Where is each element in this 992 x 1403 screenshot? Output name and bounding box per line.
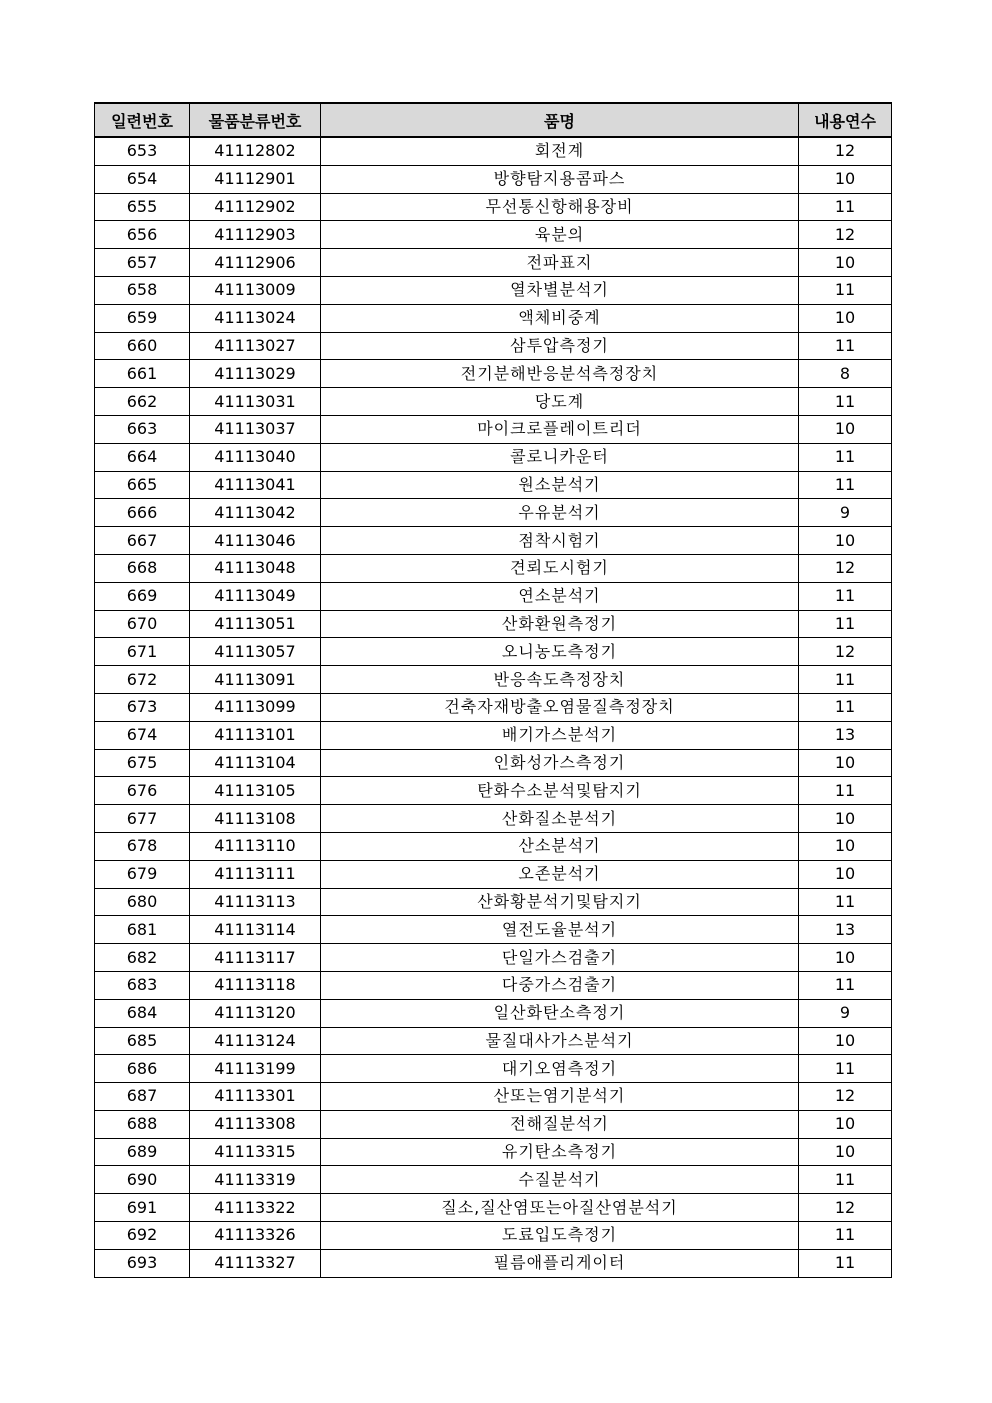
useful-life-cell: 10 — [799, 1138, 892, 1166]
useful-life-cell: 10 — [799, 527, 892, 555]
item-name-cell: 산소분석기 — [321, 832, 799, 860]
table-row — [95, 443, 892, 471]
item-name-cell: 견뢰도시험기 — [321, 554, 799, 582]
useful-life-cell: 12 — [799, 137, 892, 165]
classification-number-cell: 41113029 — [190, 360, 321, 388]
item-name-cell: 전해질분석기 — [321, 1110, 799, 1138]
header-serial-number: 일련번호 — [95, 103, 190, 137]
classification-number-cell: 41113118 — [190, 971, 321, 999]
classification-number-cell: 41113199 — [190, 1055, 321, 1083]
item-name-cell: 점착시험기 — [321, 527, 799, 555]
table-row — [95, 1194, 892, 1222]
table-row — [95, 1027, 892, 1055]
classification-number-cell: 41113040 — [190, 443, 321, 471]
useful-life-cell: 12 — [799, 1194, 892, 1222]
useful-life-cell: 11 — [799, 471, 892, 499]
useful-life-cell: 8 — [799, 360, 892, 388]
serial-number-cell: 654 — [95, 165, 190, 193]
header-row — [95, 103, 892, 137]
serial-number-cell: 692 — [95, 1222, 190, 1250]
useful-life-cell: 11 — [799, 777, 892, 805]
table-row — [95, 805, 892, 833]
item-name-cell: 산또는염기분석기 — [321, 1083, 799, 1111]
table-row — [95, 388, 892, 416]
serial-number-cell: 673 — [95, 693, 190, 721]
table-row — [95, 415, 892, 443]
table-row — [95, 971, 892, 999]
serial-number-cell: 653 — [95, 137, 190, 165]
table-row — [95, 527, 892, 555]
table-row — [95, 693, 892, 721]
item-name-cell: 육분의 — [321, 221, 799, 249]
classification-number-cell: 41113009 — [190, 276, 321, 304]
serial-number-cell: 675 — [95, 749, 190, 777]
classification-number-cell: 41113104 — [190, 749, 321, 777]
useful-life-cell: 11 — [799, 1249, 892, 1277]
serial-number-cell: 670 — [95, 610, 190, 638]
table-row — [95, 332, 892, 360]
item-name-cell: 필름애플리게이터 — [321, 1249, 799, 1277]
useful-life-cell: 11 — [799, 1055, 892, 1083]
useful-life-cell: 12 — [799, 638, 892, 666]
serial-number-cell: 671 — [95, 638, 190, 666]
serial-number-cell: 655 — [95, 193, 190, 221]
item-name-cell: 오니농도측정기 — [321, 638, 799, 666]
table-row — [95, 916, 892, 944]
useful-life-cell: 11 — [799, 693, 892, 721]
serial-number-cell: 691 — [95, 1194, 190, 1222]
serial-number-cell: 687 — [95, 1083, 190, 1111]
item-name-cell: 연소분석기 — [321, 582, 799, 610]
serial-number-cell: 690 — [95, 1166, 190, 1194]
classification-number-cell: 41112901 — [190, 165, 321, 193]
item-name-cell: 단일가스검출기 — [321, 944, 799, 972]
classification-number-cell: 41113108 — [190, 805, 321, 833]
classification-number-cell: 41113091 — [190, 666, 321, 694]
table-row — [95, 888, 892, 916]
useful-life-cell: 11 — [799, 610, 892, 638]
classification-number-cell: 41113105 — [190, 777, 321, 805]
item-name-cell: 마이크로플레이트리더 — [321, 415, 799, 443]
table-row — [95, 860, 892, 888]
table-row — [95, 360, 892, 388]
table-row — [95, 666, 892, 694]
classification-number-cell: 41112902 — [190, 193, 321, 221]
serial-number-cell: 664 — [95, 443, 190, 471]
header-useful-life-years: 내용연수 — [799, 103, 892, 137]
serial-number-cell: 686 — [95, 1055, 190, 1083]
classification-number-cell: 41113042 — [190, 499, 321, 527]
item-name-cell: 산화질소분석기 — [321, 805, 799, 833]
useful-life-cell: 10 — [799, 832, 892, 860]
useful-life-cell: 9 — [799, 999, 892, 1027]
header-item-name: 품명 — [321, 103, 799, 137]
classification-number-cell: 41113048 — [190, 554, 321, 582]
serial-number-cell: 688 — [95, 1110, 190, 1138]
serial-number-cell: 676 — [95, 777, 190, 805]
table-row — [95, 777, 892, 805]
classification-number-cell: 41113301 — [190, 1083, 321, 1111]
classification-number-cell: 41113113 — [190, 888, 321, 916]
table-row — [95, 137, 892, 165]
useful-life-cell: 13 — [799, 916, 892, 944]
serial-number-cell: 659 — [95, 304, 190, 332]
item-name-cell: 무선통신항해용장비 — [321, 193, 799, 221]
classification-number-cell: 41113099 — [190, 693, 321, 721]
item-name-cell: 원소분석기 — [321, 471, 799, 499]
table-row — [95, 999, 892, 1027]
table-row — [95, 1249, 892, 1277]
classification-number-cell: 41112903 — [190, 221, 321, 249]
serial-number-cell: 656 — [95, 221, 190, 249]
serial-number-cell: 674 — [95, 721, 190, 749]
serial-number-cell: 681 — [95, 916, 190, 944]
serial-number-cell: 693 — [95, 1249, 190, 1277]
table-row — [95, 944, 892, 972]
useful-life-cell: 11 — [799, 1166, 892, 1194]
serial-number-cell: 665 — [95, 471, 190, 499]
serial-number-cell: 658 — [95, 276, 190, 304]
classification-number-cell: 41113049 — [190, 582, 321, 610]
header-item-classification-number: 물품분류번호 — [190, 103, 321, 137]
item-name-cell: 일산화탄소측정기 — [321, 999, 799, 1027]
classification-number-cell: 41113041 — [190, 471, 321, 499]
useful-life-cell: 13 — [799, 721, 892, 749]
useful-life-cell: 11 — [799, 276, 892, 304]
useful-life-cell: 10 — [799, 304, 892, 332]
serial-number-cell: 672 — [95, 666, 190, 694]
table-row — [95, 554, 892, 582]
serial-number-cell: 685 — [95, 1027, 190, 1055]
classification-number-cell: 41112906 — [190, 249, 321, 277]
item-name-cell: 유기탄소측정기 — [321, 1138, 799, 1166]
useful-life-cell: 11 — [799, 388, 892, 416]
table-row — [95, 582, 892, 610]
useful-life-cell: 10 — [799, 1110, 892, 1138]
classification-number-cell: 41113322 — [190, 1194, 321, 1222]
useful-life-cell: 10 — [799, 749, 892, 777]
useful-life-cell: 11 — [799, 1222, 892, 1250]
serial-number-cell: 677 — [95, 805, 190, 833]
useful-life-cell: 12 — [799, 1083, 892, 1111]
serial-number-cell: 689 — [95, 1138, 190, 1166]
item-name-cell: 대기오염측정기 — [321, 1055, 799, 1083]
item-name-cell: 열전도율분석기 — [321, 916, 799, 944]
classification-number-cell: 41113024 — [190, 304, 321, 332]
item-name-cell: 다중가스검출기 — [321, 971, 799, 999]
classification-number-cell: 41113027 — [190, 332, 321, 360]
useful-life-cell: 11 — [799, 443, 892, 471]
item-name-cell: 당도계 — [321, 388, 799, 416]
table-row — [95, 276, 892, 304]
item-name-cell: 인화성가스측정기 — [321, 749, 799, 777]
table-row — [95, 165, 892, 193]
classification-number-cell: 41113057 — [190, 638, 321, 666]
table-row — [95, 221, 892, 249]
serial-number-cell: 660 — [95, 332, 190, 360]
classification-number-cell: 41113327 — [190, 1249, 321, 1277]
item-name-cell: 삼투압측정기 — [321, 332, 799, 360]
item-name-cell: 반응속도측정장치 — [321, 666, 799, 694]
item-name-cell: 콜로니카운터 — [321, 443, 799, 471]
table-row — [95, 1110, 892, 1138]
useful-life-cell: 11 — [799, 888, 892, 916]
useful-life-cell: 11 — [799, 582, 892, 610]
table-row — [95, 638, 892, 666]
table-row — [95, 471, 892, 499]
item-name-cell: 방향탐지용콤파스 — [321, 165, 799, 193]
serial-number-cell: 678 — [95, 832, 190, 860]
serial-number-cell: 684 — [95, 999, 190, 1027]
classification-number-cell: 41113326 — [190, 1222, 321, 1250]
useful-life-cell: 11 — [799, 971, 892, 999]
serial-number-cell: 666 — [95, 499, 190, 527]
item-name-cell: 산화황분석기및탐지기 — [321, 888, 799, 916]
classification-number-cell: 41113114 — [190, 916, 321, 944]
useful-life-cell: 10 — [799, 805, 892, 833]
classification-number-cell: 41113319 — [190, 1166, 321, 1194]
classification-number-cell: 41113120 — [190, 999, 321, 1027]
serial-number-cell: 662 — [95, 388, 190, 416]
serial-number-cell: 682 — [95, 944, 190, 972]
table-row — [95, 193, 892, 221]
classification-number-cell: 41113110 — [190, 832, 321, 860]
table-row — [95, 1138, 892, 1166]
table-row — [95, 1166, 892, 1194]
table-row — [95, 1222, 892, 1250]
classification-number-cell: 41113111 — [190, 860, 321, 888]
useful-life-cell: 12 — [799, 554, 892, 582]
classification-number-cell: 41113046 — [190, 527, 321, 555]
serial-number-cell: 679 — [95, 860, 190, 888]
useful-life-cell: 10 — [799, 165, 892, 193]
classification-number-cell: 41113031 — [190, 388, 321, 416]
serial-number-cell: 667 — [95, 527, 190, 555]
item-name-cell: 열차별분석기 — [321, 276, 799, 304]
table-row — [95, 610, 892, 638]
useful-life-cell: 12 — [799, 221, 892, 249]
table-row — [95, 1083, 892, 1111]
useful-life-cell: 10 — [799, 860, 892, 888]
item-name-cell: 건축자재방출오염물질측정장치 — [321, 693, 799, 721]
useful-life-cell: 11 — [799, 193, 892, 221]
item-name-cell: 탄화수소분석및탐지기 — [321, 777, 799, 805]
item-name-cell: 오존분석기 — [321, 860, 799, 888]
table-header — [95, 103, 892, 137]
useful-life-cell: 11 — [799, 332, 892, 360]
classification-number-cell: 41113051 — [190, 610, 321, 638]
table-row — [95, 249, 892, 277]
serial-number-cell: 683 — [95, 971, 190, 999]
classification-number-cell: 41113308 — [190, 1110, 321, 1138]
table-row — [95, 499, 892, 527]
classification-number-cell: 41112802 — [190, 137, 321, 165]
item-name-cell: 전기분해반응분석측정장치 — [321, 360, 799, 388]
item-name-cell: 전파표지 — [321, 249, 799, 277]
item-name-cell: 질소,질산염또는아질산염분석기 — [321, 1194, 799, 1222]
useful-life-cell: 10 — [799, 249, 892, 277]
serial-number-cell: 668 — [95, 554, 190, 582]
serial-number-cell: 680 — [95, 888, 190, 916]
useful-life-cell: 9 — [799, 499, 892, 527]
item-name-cell: 우유분석기 — [321, 499, 799, 527]
table-row — [95, 304, 892, 332]
classification-number-cell: 41113101 — [190, 721, 321, 749]
serial-number-cell: 657 — [95, 249, 190, 277]
item-name-cell: 물질대사가스분석기 — [321, 1027, 799, 1055]
serial-number-cell: 661 — [95, 360, 190, 388]
item-name-cell: 수질분석기 — [321, 1166, 799, 1194]
item-name-cell: 배기가스분석기 — [321, 721, 799, 749]
useful-life-cell: 10 — [799, 1027, 892, 1055]
serial-number-cell: 669 — [95, 582, 190, 610]
useful-life-table — [94, 102, 892, 1278]
classification-number-cell: 41113315 — [190, 1138, 321, 1166]
table-row — [95, 832, 892, 860]
classification-number-cell: 41113117 — [190, 944, 321, 972]
item-name-cell: 회전계 — [321, 137, 799, 165]
table-row — [95, 749, 892, 777]
item-name-cell: 도료입도측정기 — [321, 1222, 799, 1250]
table-body — [95, 137, 892, 1277]
serial-number-cell: 663 — [95, 415, 190, 443]
useful-life-cell: 10 — [799, 415, 892, 443]
item-name-cell: 산화환원측정기 — [321, 610, 799, 638]
table-row — [95, 1055, 892, 1083]
table-row — [95, 721, 892, 749]
classification-number-cell: 41113124 — [190, 1027, 321, 1055]
useful-life-cell: 11 — [799, 666, 892, 694]
classification-number-cell: 41113037 — [190, 415, 321, 443]
useful-life-cell: 10 — [799, 944, 892, 972]
item-name-cell: 액체비중계 — [321, 304, 799, 332]
